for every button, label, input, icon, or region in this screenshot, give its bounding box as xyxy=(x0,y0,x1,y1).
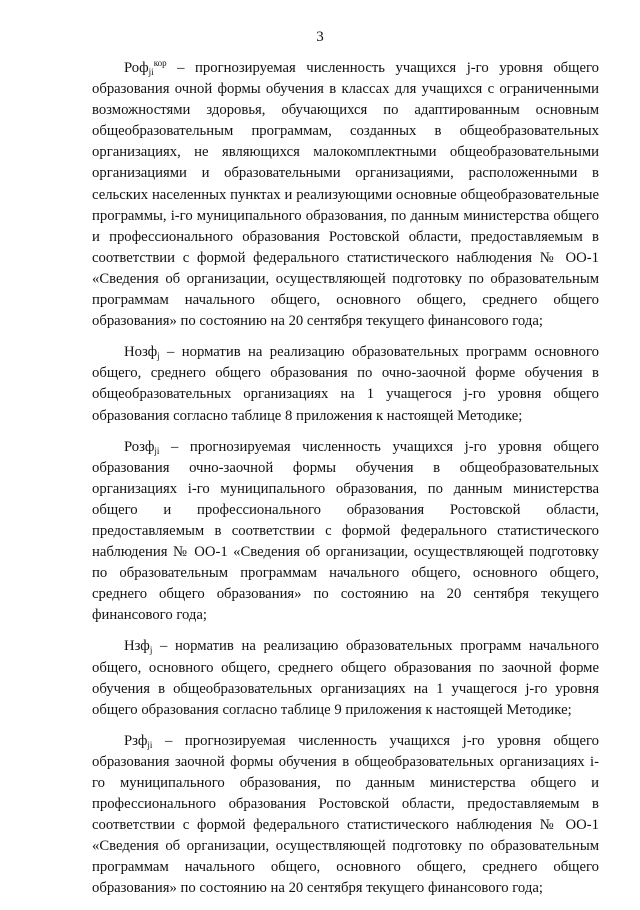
definition-text: – норматив на реализацию образовательных программ начального общего, основного общего, среднего общего образования по заочной форме обучения в общеобразовательных организациях на 1 учащегося j-го уровня общего образования согласно таблице 9 приложения к настоящей Методике; xyxy=(92,638,599,718)
symbol-base: Нзф xyxy=(124,638,150,655)
formula-symbol xyxy=(124,60,167,76)
symbol-subscript: ji xyxy=(147,739,153,750)
symbol-base: Рзф xyxy=(124,732,148,749)
symbol-subscript: ji xyxy=(148,67,154,77)
formula-symbol xyxy=(124,638,152,654)
formula-symbol xyxy=(124,344,160,360)
formula-symbol xyxy=(124,733,152,749)
definition-text: – прогнозируемая численность учащихся j-го уровня общего образования очно-заочной формы обучения в общеобразовательных организациях i-го муниципального образования, по данным министерства общего и профессионального образования Ростовской области, предоставляемым в соответствии с формой федерального статистического наблюдения № ОО-1 «Сведения об организации, осуществляющей подготовку по образовательным программам начального общего, основного общего, среднего общего образования» по состоянию на 20 сентября текущего финансового года; xyxy=(92,438,599,624)
definition-paragraph xyxy=(92,437,599,627)
definition-paragraph xyxy=(92,731,599,900)
symbol-subscript: j xyxy=(149,645,153,656)
definition-paragraph xyxy=(92,636,599,720)
symbol-base: Нозф xyxy=(124,344,158,361)
symbol-subscript: ji xyxy=(154,445,160,456)
symbol-superscript: кор xyxy=(153,58,167,68)
document-body xyxy=(92,58,599,910)
symbol-base: Роф xyxy=(124,60,149,76)
definition-paragraph xyxy=(92,58,599,332)
definition-text: – прогнозируемая численность учащихся j-го уровня общего образования очной формы обучения в классах для учащихся с ограниченными возможностями здоровья, обучающихся по адаптированным основным общеобразовательным программам, созданных в общеобразовательных организациях, не являющихся малокомплектными общеобразовательными организациями и образовательными организациями, расположенными в сельских населенных пунктах и реализующими основные общеобразовательные программы, i-го муниципального образования, по данным министерства общего и профессионального образования Ростовской области, предоставляемым в соответствии с формой федерального статистического наблюдения № ОО-1 «Сведения об организации, осуществляющей подготовку по образовательным программам начального общего, основного общего, среднего общего образования» по состоянию на 20 сентября текущего финансового года; xyxy=(92,60,599,330)
definition-text: – прогнозируемая численность учащихся j-го уровня общего образования заочной формы обучения в общеобразовательных организациях i-го муниципального образования, по данным министерства общего и профессионального образования Ростовской области, предоставляемым в соответствии с формой федерального статистического наблюдения № ОО-1 «Сведения об организации, осуществляющей подготовку по образовательным программам начального общего, основного общего, среднего общего образования» по состоянию на 20 сентября текущего финансового года; xyxy=(92,732,599,897)
formula-symbol xyxy=(124,439,159,455)
definition-text: – норматив на реализацию образовательных программ основного общего, среднего общего образования по очно-заочной форме обучения в общеобразовательных организациях на 1 учащегося j-го уровня общего образования согласно таблице 8 приложения к настоящей Методике; xyxy=(92,344,599,424)
definition-paragraph xyxy=(92,342,599,426)
symbol-base: Розф xyxy=(124,438,155,455)
symbol-subscript: j xyxy=(157,351,160,362)
page-number: 3 xyxy=(316,29,324,45)
